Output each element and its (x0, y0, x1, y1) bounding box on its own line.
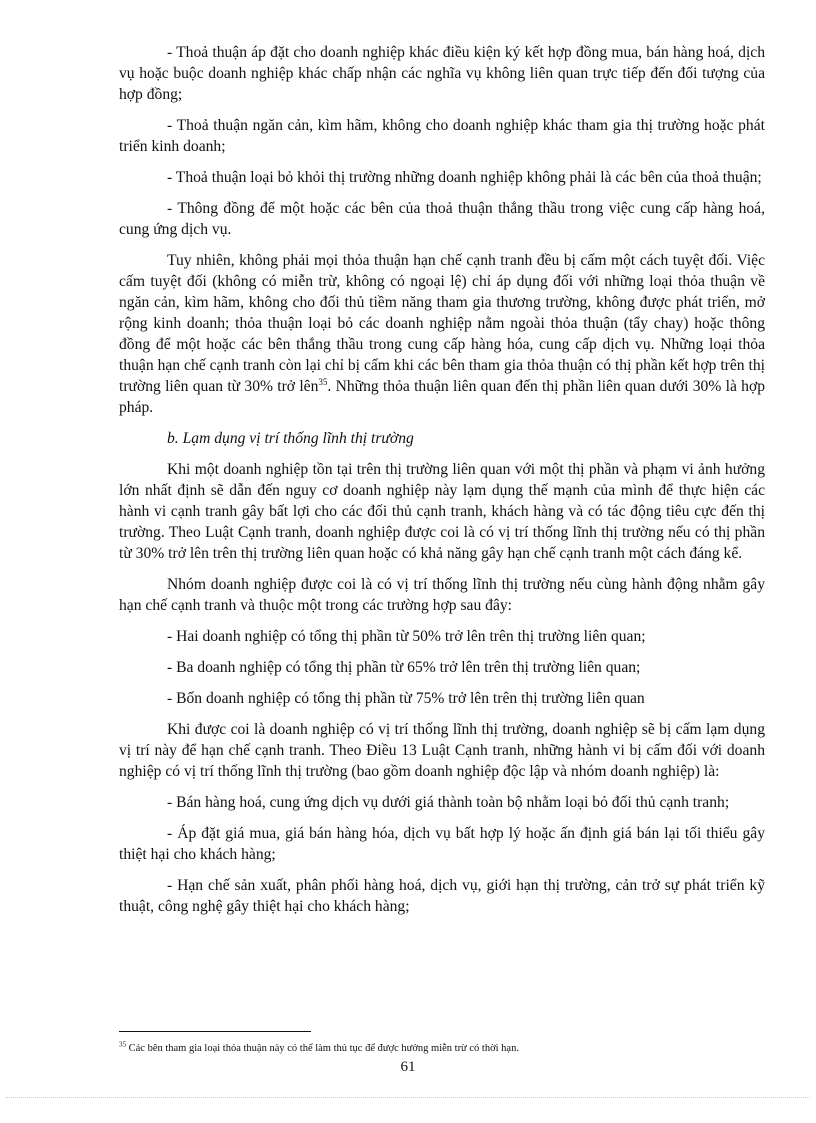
list-item: - Hạn chế sản xuất, phân phối hàng hoá, dịch vụ, giới hạn thị trường, cản trở sự phát triển kỹ thuật, công nghệ gây thiệt hại cho khách hàng; (119, 877, 765, 915)
page-bottom-border (6, 1097, 810, 1098)
paragraph: - Thoả thuận áp đặt cho doanh nghiệp khác điều kiện ký kết hợp đồng mua, bán hàng hoá, dịch vụ hoặc buộc doanh nghiệp khác chấp nhận các nghĩa vụ không liên quan trực tiếp đến đối tượng của hợp đồng; (119, 44, 765, 103)
page-number: 61 (400, 1059, 416, 1075)
paragraph: - Thông đồng để một hoặc các bên của thoả thuận thắng thầu trong việc cung cấp hàng hoá, cung ứng dịch vụ. (119, 200, 765, 238)
list-item: - Hai doanh nghiệp có tổng thị phần từ 50% trở lên trên thị trường liên quan; (167, 628, 646, 645)
list-item: - Bốn doanh nghiệp có tổng thị phần từ 75% trở lên trên thị trường liên quan (167, 690, 645, 707)
footnote-mark: 35 (119, 1040, 126, 1049)
paragraph: Nhóm doanh nghiệp được coi là có vị trí thống lĩnh thị trường nếu cùng hành động nhằm gây hạn chế cạnh tranh và thuộc một trong các trường hợp sau đây: (119, 576, 765, 614)
section-heading: b. Lạm dụng vị trí thống lĩnh thị trường (167, 430, 414, 447)
list-item: - Ba doanh nghiệp có tổng thị phần từ 65% trở lên trên thị trường liên quan; (167, 659, 641, 676)
list-item: - Áp đặt giá mua, giá bán hàng hóa, dịch vụ bất hợp lý hoặc ấn định giá bán lại tối thiểu gây thiệt hại cho khách hàng; (119, 825, 765, 863)
footnote-text: Các bên tham gia loại thỏa thuận này có thể làm thủ tục để được hưởng miễn trừ có thời hạn. (128, 1043, 519, 1054)
footnote (119, 1042, 765, 1056)
paragraph: - Thoả thuận loại bỏ khỏi thị trường những doanh nghiệp không phải là các bên của thoả thuận; (167, 169, 762, 186)
paragraph: - Thoả thuận ngăn cản, kìm hãm, không cho doanh nghiệp khác tham gia thị trường hoặc phát triển kinh doanh; (119, 117, 765, 155)
paragraph: Khi một doanh nghiệp tồn tại trên thị trường liên quan với một thị phần và phạm vi ảnh hưởng lớn nhất định sẽ dẫn đến nguy cơ doanh nghiệp này lạm dụng thế mạnh của mình để thực hiện các hành vi cạnh tranh gây bất lợi cho các đối thủ cạnh tranh, khách hàng và có tác động tiêu cực đến thị trường. Theo Luật Cạnh tranh, doanh nghiệp được coi là có vị trí thống lĩnh thị trường nếu có thị phần từ 30% trở lên trên thị trường liên quan hoặc có khả năng gây hạn chế cạnh tranh một cách đáng kể. (119, 461, 765, 562)
footnote-separator (119, 1031, 311, 1032)
footnote-reference: 35 (318, 376, 328, 387)
body-text (119, 42, 765, 927)
paragraph: Khi được coi là doanh nghiệp có vị trí thống lĩnh thị trường, doanh nghiệp sẽ bị cấm lạm dụng vị trí này để hạn chế cạnh tranh. Theo Điều 13 Luật Cạnh tranh, những hành vi bị cấm đối với doanh nghiệp có vị trí thống lĩnh thị trường (bao gồm doanh nghiệp độc lập và nhóm doanh nghiệp) là: (119, 721, 765, 780)
paragraph-tail: . Những thỏa thuận liên quan đến thị phần liên quan dưới 30% là hợp pháp. (119, 378, 765, 416)
paragraph-text: Tuy nhiên, không phải mọi thỏa thuận hạn chế cạnh tranh đều bị cấm một cách tuyệt đối. Việc cấm tuyệt đối (không có miễn trừ, không có ngoại lệ) chỉ áp dụng đối với những loại thỏa thuận về ngăn cản, kìm hãm, không cho đối thủ tiềm năng tham gia thương trường, không được phát triển, mở rộng kinh doanh; thỏa thuận loại bỏ các doanh nghiệp nằm ngoài thỏa thuận (tẩy chay) hoặc thông đồng để một hoặc các bên thắng thầu trong cung cấp hàng hóa, cung cấp dịch vụ. Những loại thỏa thuận hạn chế cạnh tranh còn lại chỉ bị cấm khi các bên tham gia thỏa thuận có thị phần kết hợp trên thị trường liên quan từ 30% trở lên (119, 252, 765, 395)
list-item: - Bán hàng hoá, cung ứng dịch vụ dưới giá thành toàn bộ nhằm loại bỏ đối thủ cạnh tranh; (167, 794, 730, 811)
paragraph-with-footnote (119, 250, 765, 418)
